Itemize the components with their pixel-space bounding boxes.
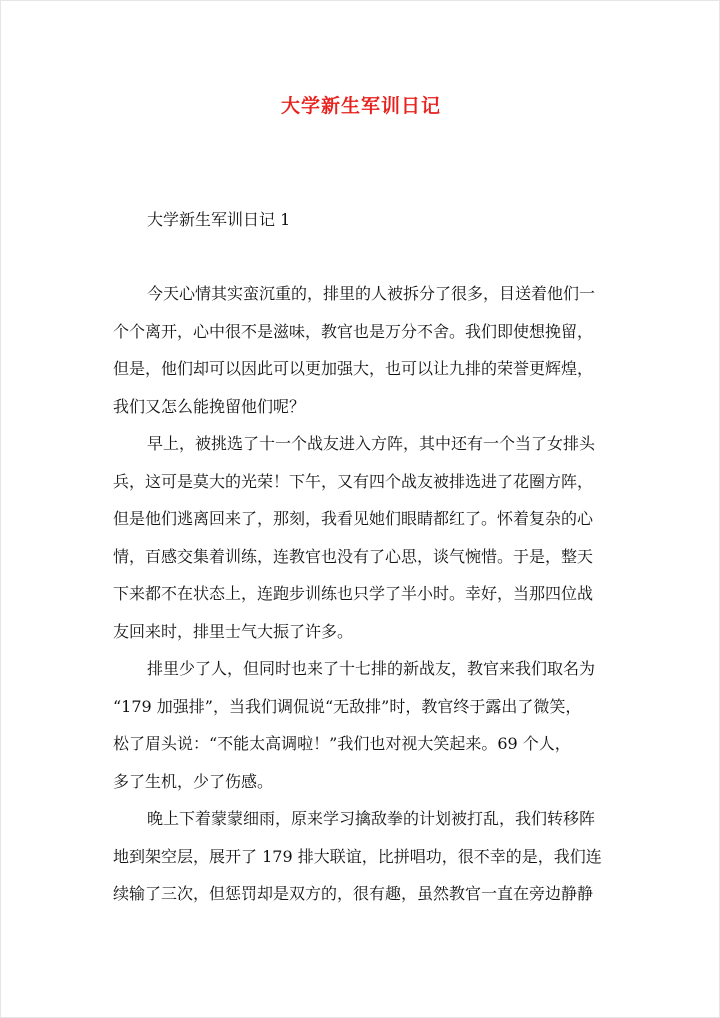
- text-line: 下来都不在状态上，连跑步训练也只学了半小时。幸好，当那四位战: [113, 584, 594, 603]
- document-subtitle: 大学新生军训日记 1: [147, 210, 291, 229]
- text-line: 续输了三次，但惩罚却是双方的，很有趣，虽然教官一直在旁边静静: [113, 884, 594, 903]
- document-title: 大学新生军训日记: [280, 95, 441, 117]
- text-line: 今天心情其实蛮沉重的，排里的人被拆分了很多，目送着他们一: [147, 284, 596, 303]
- text-line: 晚上下着蒙蒙细雨，原来学习擒敌拳的计划被打乱，我们转移阵: [147, 809, 596, 828]
- text-line: 个个离开，心中很不是滋味，教官也是万分不舍。我们即使想挽留，: [113, 321, 594, 341]
- text-line: 情，百感交集着训练，连教官也没有了心思，谈气惋惜。于是，整天: [113, 546, 594, 566]
- text-line: 多了生机，少了伤感。: [113, 771, 274, 791]
- text-line: “179 加强排”，当我们调侃说“无敌排”时，教官终于露出了微笑，: [113, 696, 582, 716]
- text-line: 但是，他们却可以因此可以更加强大，也可以让九排的荣誉更辉煌，: [113, 359, 594, 378]
- document-body: [113, 281, 633, 919]
- text-line: 早上，被挑选了十一个战友进入方阵，其中还有一个当了女排头: [147, 434, 596, 453]
- text-line: 友回来时，排里士气大振了许多。: [113, 621, 354, 641]
- text-line: 松了眉头说：“不能太高调啦！”我们也对视大笑起来。69 个人，: [113, 734, 571, 753]
- text-line: 排里少了人，但同时也来了十七排的新战友，教官来我们取名为: [147, 659, 596, 678]
- text-line: 我们又怎么能挽留他们呢？: [113, 396, 306, 416]
- text-line: 地到架空层，展开了 179 排大联谊，比拼唱功，很不幸的是，我们连: [113, 846, 602, 866]
- text-line: 兵，这可是莫大的光荣！下午，又有四个战友被排选进了花圈方阵，: [113, 471, 594, 491]
- text-line: 但是他们逃离回来了，那刻，我看见她们眼睛都红了。怀着复杂的心: [113, 509, 594, 528]
